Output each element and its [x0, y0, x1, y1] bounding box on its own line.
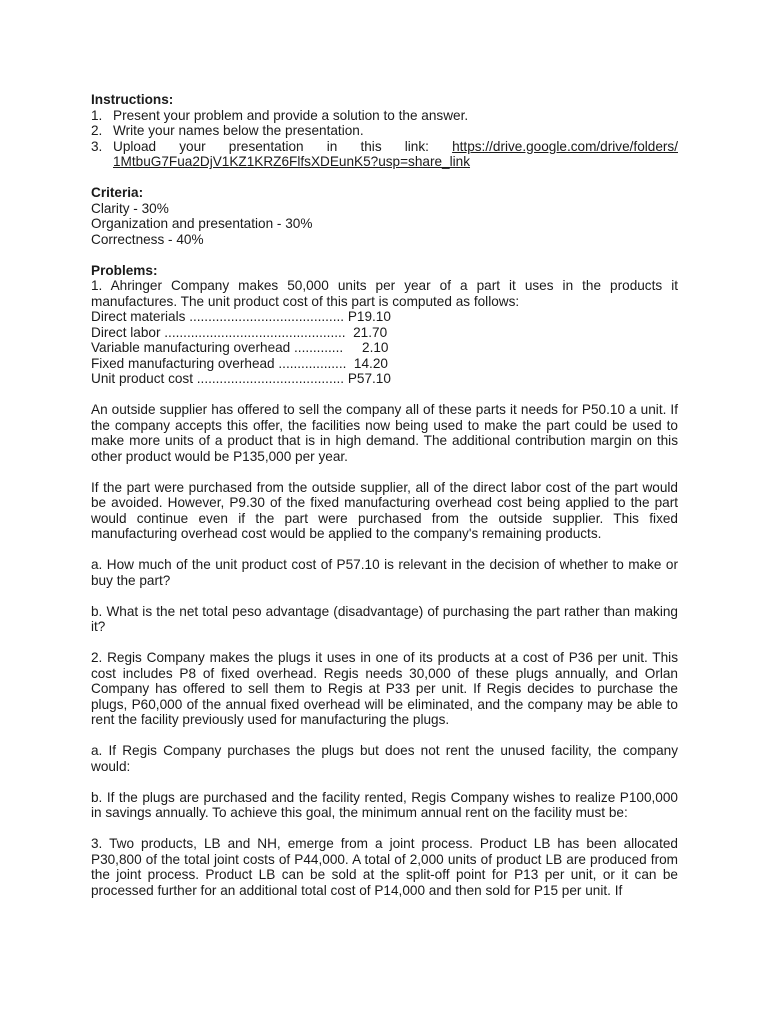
- cost-line-direct-materials: Direct materials ......................................... P19.10: [91, 309, 391, 324]
- criteria-section: [91, 185, 678, 247]
- problem-1-paragraph-2: An outside supplier has offered to sell the company all of these parts it needs for P50.10 a unit. If the company accepts this offer, the facilities now being used to make the part could be used to make more units of a product that is in high demand. The additional contribution margin on this other product would be P135,000 per year.: [91, 402, 678, 464]
- instruction-number: 3.: [91, 138, 103, 154]
- instructions-heading: Instructions:: [91, 92, 174, 107]
- problem-1-intro-block: [91, 263, 678, 387]
- problem-2-question-a: a. If Regis Company purchases the plugs but does not rent the unused facility, the company would:: [91, 743, 678, 774]
- criteria-item: Clarity - 30%: [91, 200, 169, 216]
- instruction-number: 2.: [91, 123, 103, 138]
- instruction-item-1: [91, 108, 678, 124]
- upload-prefix: Upload your presentation in this link:: [113, 138, 429, 154]
- instructions-section: [91, 92, 678, 170]
- problem-1-intro: 1. Ahringer Company makes 50,000 units per year of a part it uses in the products it manufactures. The unit product cost of this part is computed as follows:: [91, 278, 678, 309]
- criteria-item: Correctness - 40%: [91, 231, 204, 247]
- criteria-heading: Criteria:: [91, 185, 144, 200]
- instruction-text: Present your problem and provide a solution to the answer.: [113, 107, 469, 123]
- instructions-list: [91, 108, 678, 170]
- problem-2-question-b: b. If the plugs are purchased and the facility rented, Regis Company wishes to realize P100,000 in savings annually. To achieve this goal, the minimum annual rent on the facility must be:: [91, 789, 678, 820]
- cost-line-variable-overhead: Variable manufacturing overhead ............. 2.10: [91, 340, 389, 355]
- drive-link-part-2[interactable]: 1MtbuG7Fua2DjV1KZ1KRZ6FlfsXDEunK5?usp=share_link: [113, 154, 471, 169]
- instruction-number: 1.: [91, 107, 103, 123]
- instruction-item-3: [91, 139, 678, 170]
- drive-link-part-1[interactable]: https://drive.google.com/drive/folders/: [452, 138, 678, 154]
- instruction-text: Write your names below the presentation.: [113, 123, 364, 138]
- cost-line-fixed-overhead: Fixed manufacturing overhead .................. 14.20: [91, 355, 388, 371]
- instruction-text: [113, 139, 678, 170]
- problem-1-question-a: a. How much of the unit product cost of P57.10 is relevant in the decision of whether to make or buy the part?: [91, 557, 678, 588]
- criteria-item: Organization and presentation - 30%: [91, 216, 313, 231]
- cost-line-direct-labor: Direct labor ................................................ 21.70: [91, 324, 388, 340]
- problem-1-paragraph-3: If the part were purchased from the outside supplier, all of the direct labor cost of the part would be avoided. However, P9.30 of the fixed manufacturing overhead cost being applied to the part would continue even if the part were purchased from the outside supplier. This fixed manufacturing overhead cost would be applied to the company's remaining products.: [91, 479, 678, 541]
- instruction-item-2: [91, 123, 678, 139]
- upload-line: [113, 139, 678, 155]
- problem-1-question-b: b. What is the net total peso advantage (disadvantage) of purchasing the part rather than making it?: [91, 603, 678, 634]
- problem-3-intro: 3. Two products, LB and NH, emerge from a joint process. Product LB has been allocated P30,800 of the total joint costs of P44,000. A total of 2,000 units of product LB are produced from the joint process. Product LB can be sold at the split-off point for P13 per unit, or it can be processed further for an additional total cost of P14,000 and then sold for P15 per unit. If: [91, 836, 678, 898]
- problem-2-intro: 2. Regis Company makes the plugs it uses in one of its products at a cost of P36 per unit. This cost includes P8 of fixed overhead. Regis needs 30,000 of these plugs annually, and Orlan Company has offered to sell them to Regis at P33 per unit. If Regis decides to purchase the plugs, P60,000 of the annual fixed overhead will be eliminated, and the company may be able to rent the facility previously used for manufacturing the plugs.: [91, 650, 678, 727]
- cost-line-unit-product-cost: Unit product cost ....................................... P57.10: [91, 371, 391, 386]
- problems-heading: Problems:: [91, 262, 158, 278]
